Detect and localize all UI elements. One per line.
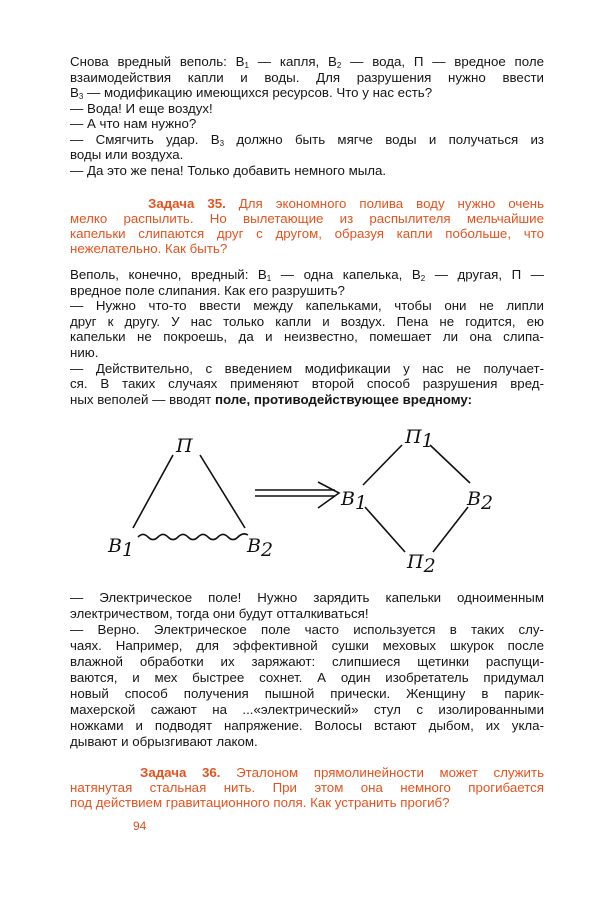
text-line: $В_3$ — модификацию имеющихся ресурсов. Что у нас есть?: [70, 85, 433, 101]
bold-text: поле, противодействующее вредному:: [214, 391, 473, 407]
text-line: мелко распылить. Но вылетающие из распылителя мельчайшие: [70, 211, 544, 226]
text-line: — А что нам нужно?: [70, 116, 197, 131]
text-line: вредное поле слипания. Как его разрушить?: [70, 282, 345, 298]
edge-field-b2: [200, 455, 245, 528]
text-block-electric-field: [70, 590, 544, 750]
double-arrow-icon: [255, 482, 339, 508]
text-line: — Да это же пена! Только добавить немного мыла.: [70, 162, 387, 178]
text-line: — Нужно что-то ввести между капельками, чтобы они не липли: [70, 298, 544, 314]
task-36: [70, 765, 544, 810]
text-line: нию.: [70, 344, 99, 360]
text-line: махерской сажают на ...«электрический» стул с изолированными: [70, 702, 544, 717]
label-field: П: [176, 435, 193, 457]
text-line: Задача 36. Эталоном прямолинейности может служить: [140, 765, 544, 780]
subscript: 3: [219, 138, 225, 148]
text-line: натянутая стальная нить. При этом она немного прогибается: [70, 780, 544, 795]
text-line: под действием гравитационного поля. Как устранить прогиб?: [70, 795, 450, 810]
label-b1-right: В1: [341, 488, 368, 514]
subscript: 1: [266, 274, 272, 283]
subscript: 3: [78, 92, 84, 101]
text-line: Веполь, конечно, вредный: $В_1$ — одна капелька, $В_2$ — другая, П —: [70, 267, 544, 283]
text-line: ных веполей — вводят поле, противодействующее вредному:: [70, 391, 473, 407]
text-line: ножками и подводят напряжение. Волосы встают дыбом, их укла-: [70, 718, 544, 733]
text-line: Задача 35. Для экономного полива воду нужно очень: [148, 196, 545, 211]
text-line: ваются, и мех быстрее сохнет. А один изобретатель придумал: [70, 670, 544, 685]
bold-text: Задача 36.: [140, 765, 221, 780]
subscript: 2: [336, 61, 342, 70]
harmful-wavy-link: [138, 534, 248, 540]
text-line: новый способ получения пышной прически. Женщину в парик-: [70, 686, 544, 701]
text-line: воды или воздуха.: [70, 147, 184, 162]
text-line: ся. В таких случаях применяют второй способ разрушения вред-: [70, 376, 544, 392]
text-line: — Электрическое поле! Нужно зарядить капельки одноименным: [70, 590, 544, 605]
text-line: — Действительно, с введением модификации у нас не получает-: [70, 360, 544, 376]
bold-text: Задача 35.: [148, 196, 226, 211]
text-line: электричеством, тогда они будут отталкиваться!: [70, 606, 369, 621]
text-line: — Верно. Электрическое поле часто используется в таких слу-: [70, 622, 544, 637]
subscript: 1: [244, 61, 249, 70]
page-number: 94: [133, 819, 147, 833]
text-line: капельки слипаются друг с другом, образуя капли побольше, что: [70, 226, 544, 241]
label-b2: В2: [247, 535, 274, 561]
label-b1: В1: [108, 535, 135, 561]
harmful-vepol-triangle: [133, 455, 248, 540]
text-line: взаимодействия капли и воды. Для разрушения нужно ввести: [70, 69, 544, 85]
text-line: — Вода! И еще воздух!: [70, 100, 213, 116]
label-b2-right: В2: [467, 488, 494, 514]
text-line: чаях. Например, для эффективной сушки меховых шкурок после: [70, 638, 544, 653]
text-line: нежелательно. Как быть?: [70, 241, 228, 256]
text-line: влажной обработки их заряжают: слипшиеся щетинки распущи-: [70, 654, 544, 669]
label-field-2: П2: [407, 551, 436, 577]
label-field-1: П1: [405, 426, 434, 452]
text-block-foam-solution: [70, 54, 544, 178]
text-line: дывают и обрызгивают лаком.: [70, 734, 258, 749]
text-line: — Смягчить удар. $В_3$ должно быть мягче воды и получаться из: [70, 131, 544, 148]
text-line: друг к другу. У нас только капли и воздух. Пена не годится, ею: [70, 313, 544, 329]
text-line: Снова вредный веполь: $В_1$ — капля, $В_2$ — вода, П — вредное поле: [70, 54, 545, 70]
counteracting-vepol-diamond: [363, 445, 470, 552]
text-block-droplet-analysis: [70, 267, 544, 407]
subscript: 2: [420, 274, 426, 283]
task-35: [70, 196, 544, 256]
edge-field-b1: [133, 455, 173, 528]
text-line: капельки не покроешь, да и неизвестно, помешает ли она слипа-: [70, 329, 544, 345]
